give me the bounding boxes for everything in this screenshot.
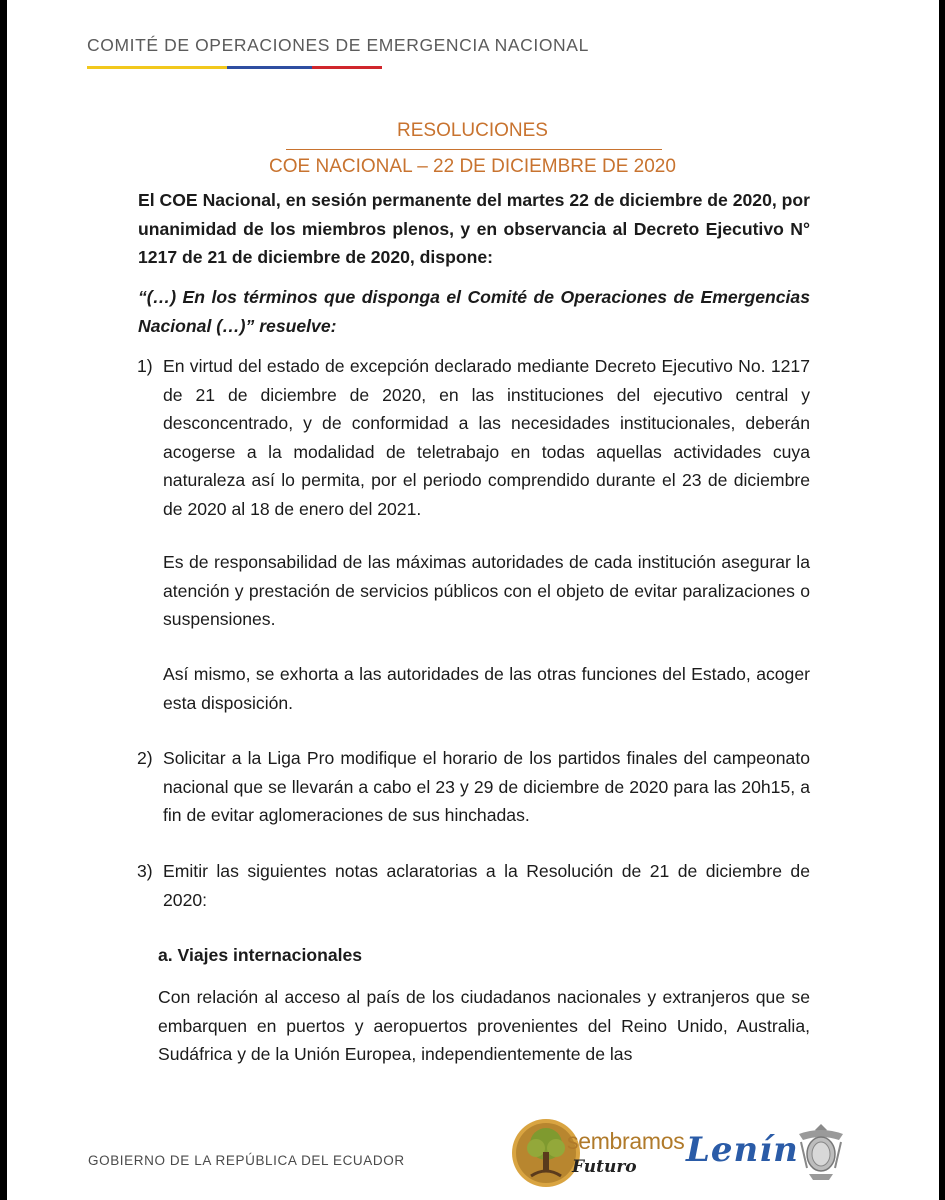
header-title: COMITÉ DE OPERACIONES DE EMERGENCIA NACIONAL	[87, 35, 589, 55]
flag-blue-stripe	[227, 66, 312, 69]
resolution-subtitle: COE NACIONAL – 22 DE DICIEMBRE DE 2020	[269, 156, 676, 177]
futuro-logo-text: Futuro	[572, 1157, 637, 1177]
subsection-paragraph: Con relación al acceso al país de los ciudadanos nacionales y extranjeros que se embarquen en puertos y aeropuertos provenientes del Reino Unido, Australia, Sudáfrica y de la Unión Europea, independientemente de las	[158, 987, 810, 1065]
page-right-edge	[939, 0, 945, 1200]
item-number-2: 2)	[137, 748, 153, 768]
quote-paragraph: “(…) En los términos que disponga el Comité de Operaciones de Emergencias Nacional (…)” resuelve:	[138, 287, 810, 336]
flag-yellow-stripe	[87, 66, 227, 69]
item-number-1: 1)	[137, 356, 153, 376]
intro-paragraph: El COE Nacional, en sesión permanente del martes 22 de diciembre de 2020, por unanimidad de los miembros plenos, y en observancia al Decreto Ejecutivo N° 1217 de 21 de diciembre de 2020, dispone:	[138, 190, 810, 268]
flag-red-stripe	[312, 66, 382, 69]
item-2-paragraph: Solicitar a la Liga Pro modifique el horario de los partidos finales del campeonato nacional que se llevarán a cabo el 23 y 29 de diciembre de 2020 para las 20h15, a fin de evitar aglomeraciones de sus hinchadas.	[163, 748, 810, 826]
item-1-paragraph-1: En virtud del estado de excepción declarado mediante Decreto Ejecutivo No. 1217 de 21 de diciembre de 2020, en las instituciones del ejecutivo central y desconcentrado, y de conformidad a las necesidades institucionales, deberán acogerse a la modalidad de teletrabajo en todas aquellas actividades cuya naturaleza así lo permita, por el periodo comprendido durante el 23 de diciembre de 2020 al 18 de enero del 2021.	[163, 356, 810, 519]
coat-of-arms-icon	[793, 1120, 849, 1182]
lenin-signature-logo: Lenín	[686, 1130, 799, 1170]
item-1-paragraph-3: Así mismo, se exhorta a las autoridades de las otras funciones del Estado, acoger esta disposición.	[163, 664, 810, 713]
title-underline	[286, 149, 662, 150]
page-left-edge	[0, 0, 7, 1200]
subsection-heading: a. Viajes internacionales	[158, 945, 363, 965]
item-number-3: 3)	[137, 861, 153, 881]
item-1-paragraph-2: Es de responsabilidad de las máximas autoridades de cada institución asegurar la atención y prestación de servicios públicos con el objeto de evitar paralizaciones o suspensiones.	[163, 552, 810, 630]
item-3-paragraph: Emitir las siguientes notas aclaratorias a la Resolución de 21 de diciembre de 2020:	[163, 861, 810, 910]
footer-government-text: GOBIERNO DE LA REPÚBLICA DEL ECUADOR	[88, 1153, 405, 1168]
flag-color-bar	[87, 66, 382, 69]
sembramos-logo-text: sembramos	[567, 1128, 685, 1154]
resolution-title: RESOLUCIONES	[397, 120, 548, 141]
